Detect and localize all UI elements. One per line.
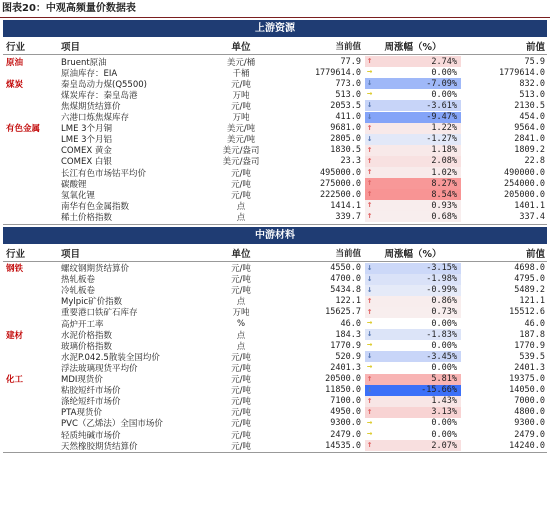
change-cell: [365, 56, 461, 67]
change-cell: [365, 362, 461, 373]
arrow-down-icon: ↓: [367, 329, 373, 340]
change-value: 0.73%: [431, 307, 457, 318]
prev-value: 22.8: [524, 156, 545, 167]
current-value: 4950.0: [330, 407, 361, 418]
item-name: 原油库存：EIA: [61, 68, 118, 79]
item-name: 焦煤期货结算价: [61, 101, 121, 112]
change-value: 5.81%: [431, 374, 457, 385]
header-prev: 前值: [525, 248, 545, 260]
change-cell: [365, 429, 461, 440]
arrow-up-icon: ↑: [367, 295, 373, 306]
item-name: 粘胶短纤市场价: [61, 386, 121, 397]
change-cell: [365, 374, 461, 385]
current-value: 20500.0: [325, 374, 361, 385]
prev-value: 19375.0: [509, 374, 545, 385]
table-row: [3, 156, 547, 167]
arrow-up-icon: ↑: [367, 306, 373, 317]
change-value: -7.09%: [426, 78, 457, 89]
unit-label: 点: [236, 330, 246, 341]
item-name: PTA现货价: [61, 408, 102, 419]
table-row: [3, 362, 547, 373]
change-value: -3.61%: [426, 100, 457, 111]
item-name: 涤纶短纤市场价: [61, 397, 121, 408]
change-value: 0.00%: [431, 429, 457, 440]
unit-label: 美元/吨: [226, 124, 256, 135]
table-row: [3, 351, 547, 362]
unit-label: 点: [236, 341, 246, 352]
change-value: 0.00%: [431, 418, 457, 429]
industry-label: 有色金属: [6, 124, 41, 135]
prev-value: 337.4: [519, 211, 545, 222]
unit-label: 元/吨: [231, 286, 251, 297]
unit-label: 元/吨: [231, 441, 251, 452]
arrow-down-icon: ↓: [367, 133, 373, 144]
table-row: [3, 211, 547, 222]
unit-label: 元/吨: [231, 397, 251, 408]
prev-value: 539.5: [519, 351, 545, 362]
current-value: 513.0: [335, 89, 361, 100]
unit-label: 元/吨: [231, 275, 251, 286]
table-row: [3, 374, 547, 385]
header-item: 项目: [61, 248, 81, 260]
item-name: 重要港口铁矿石库存: [61, 308, 138, 319]
industry-label: 化工: [6, 375, 24, 386]
prev-value: 4800.0: [514, 407, 545, 418]
current-value: 495000.0: [320, 167, 361, 178]
change-value: -0.99%: [426, 285, 457, 296]
current-value: 4700.0: [330, 274, 361, 285]
table-row: [3, 145, 547, 156]
item-name: 长江有色市场钴平均价: [61, 168, 147, 179]
change-value: 2.74%: [431, 56, 457, 67]
unit-label: 美元/盎司: [222, 146, 260, 157]
unit-label: 美元/桶: [226, 57, 256, 68]
industry-label: 原油: [6, 57, 24, 68]
table-row: [3, 274, 547, 285]
current-value: 11850.0: [325, 385, 361, 396]
arrow-right-icon: →: [367, 429, 373, 439]
change-value: 8.54%: [431, 189, 457, 200]
unit-label: 元/吨: [231, 419, 251, 430]
prev-value: 1779614.0: [498, 67, 545, 78]
table-row: [3, 429, 547, 440]
change-cell: [365, 274, 461, 285]
arrow-up-icon: ↑: [367, 155, 373, 166]
arrow-right-icon: →: [367, 67, 373, 78]
unit-label: 美元/盎司: [222, 157, 260, 168]
arrow-up-icon: ↑: [367, 211, 373, 222]
change-value: 0.00%: [431, 67, 457, 78]
change-cell: [365, 285, 461, 296]
change-cell: [365, 167, 461, 178]
arrow-right-icon: →: [367, 340, 373, 351]
change-cell: [365, 296, 461, 307]
item-name: 浮法玻璃现货平均价: [61, 363, 138, 374]
prev-value: 14050.0: [509, 385, 545, 396]
change-cell: [365, 440, 461, 451]
unit-label: 点: [236, 201, 246, 212]
arrow-up-icon: ↑: [367, 167, 373, 177]
table-row: [3, 134, 547, 145]
table-row: [3, 100, 547, 111]
change-value: -1.27%: [426, 134, 457, 145]
arrow-up-icon: ↑: [367, 122, 373, 133]
change-cell: [365, 112, 461, 123]
change-cell: [365, 340, 461, 351]
current-value: 520.9: [335, 351, 361, 362]
change-cell: [365, 318, 461, 329]
item-name: 玻璃价格指数: [61, 341, 113, 352]
prev-value: 2401.3: [514, 362, 545, 373]
arrow-up-icon: ↑: [367, 406, 373, 417]
item-name: 螺纹钢期货结算价: [61, 264, 130, 275]
header-current: 当前值: [335, 248, 361, 259]
change-value: -3.15%: [426, 263, 457, 274]
change-cell: [365, 100, 461, 111]
header-unit: 单位: [231, 248, 251, 260]
current-value: 4550.0: [330, 263, 361, 274]
unit-label: 元/吨: [231, 408, 251, 419]
prev-value: 454.0: [519, 112, 545, 123]
industry-label: 煤炭: [6, 79, 24, 90]
item-name: 煤炭库存：秦皇岛港: [61, 90, 138, 101]
change-cell: [365, 89, 461, 100]
prev-value: 15512.6: [509, 307, 545, 318]
change-value: 3.13%: [431, 407, 457, 418]
header-change: 周涨幅（%）: [384, 42, 442, 53]
arrow-up-icon: ↑: [367, 144, 373, 155]
item-name: 轻质纯碱市场价: [61, 430, 121, 441]
table-row: [3, 329, 547, 340]
item-name: 稀土价格指数: [61, 212, 113, 223]
unit-label: 万吨: [232, 308, 250, 319]
change-cell: [365, 178, 461, 189]
table-row: [3, 285, 547, 296]
arrow-down-icon: ↓: [367, 111, 373, 122]
prev-value: 254000.0: [504, 178, 545, 189]
current-value: 1830.5: [330, 145, 361, 156]
change-value: 0.00%: [431, 318, 457, 329]
table-row: [3, 296, 547, 307]
change-cell: [365, 418, 461, 429]
table-row: [3, 189, 547, 200]
prev-value: 1809.2: [514, 145, 545, 156]
current-value: 2401.3: [330, 362, 361, 373]
current-value: 5434.8: [330, 285, 361, 296]
current-value: 7100.0: [330, 396, 361, 407]
change-value: 2.08%: [431, 156, 457, 167]
current-value: 222500.0: [320, 189, 361, 200]
item-name: 水泥价格指数: [61, 330, 113, 341]
change-value: 0.00%: [431, 362, 457, 373]
unit-label: 万吨: [232, 90, 250, 101]
section-header: 上游资源: [3, 20, 547, 37]
prev-value: 2841.0: [514, 134, 545, 145]
item-name: 南华有色金属指数: [61, 201, 130, 212]
arrow-up-icon: ↑: [367, 178, 373, 189]
change-cell: [365, 134, 461, 145]
current-value: 2479.0: [330, 429, 361, 440]
unit-label: 元/吨: [231, 352, 251, 363]
item-name: 热轧板卷: [61, 275, 96, 286]
arrow-down-icon: ↓: [367, 384, 373, 395]
table-row: [3, 112, 547, 123]
current-value: 14535.0: [325, 440, 361, 451]
table-row: [3, 418, 547, 429]
unit-label: 元/吨: [231, 168, 251, 179]
item-name: 六港口炼焦煤库存: [61, 113, 130, 124]
current-value: 77.9: [340, 56, 361, 67]
change-value: 0.93%: [431, 200, 457, 211]
current-value: 2805.0: [330, 134, 361, 145]
unit-label: 元/吨: [231, 363, 251, 374]
change-cell: [365, 123, 461, 134]
prev-value: 490000.0: [504, 167, 545, 178]
table-row: [3, 67, 547, 78]
current-value: 9681.0: [330, 123, 361, 134]
change-value: 0.68%: [431, 211, 457, 222]
current-value: 23.3: [340, 156, 361, 167]
table-row: [3, 307, 547, 318]
current-value: 46.0: [340, 318, 361, 329]
change-value: 0.86%: [431, 296, 457, 307]
arrow-down-icon: ↓: [367, 262, 373, 273]
header-industry: 行业: [6, 42, 26, 53]
prev-value: 2130.5: [514, 100, 545, 111]
unit-label: %: [236, 318, 246, 329]
arrow-down-icon: ↓: [367, 284, 373, 295]
item-name: 秦皇岛动力煤(Q5500): [61, 79, 147, 90]
change-cell: [365, 78, 461, 89]
change-cell: [365, 145, 461, 156]
prev-value: 1770.9: [514, 340, 545, 351]
change-value: -3.45%: [426, 351, 457, 362]
change-value: 1.22%: [431, 123, 457, 134]
item-name: 氢氧化锂: [61, 190, 96, 201]
item-name: 冷轧板卷: [61, 286, 96, 297]
current-value: 9300.0: [330, 418, 361, 429]
unit-label: 千桶: [232, 68, 250, 79]
prev-value: 513.0: [519, 89, 545, 100]
table-row: [3, 440, 547, 451]
unit-label: 点: [236, 212, 246, 223]
table-row: [3, 340, 547, 351]
item-name: 碳酸锂: [61, 179, 87, 190]
table-row: [3, 263, 547, 274]
change-cell: [365, 396, 461, 407]
arrow-up-icon: ↑: [367, 395, 373, 406]
prev-value: 2479.0: [514, 429, 545, 440]
table-row: [3, 123, 547, 134]
table-row: [3, 178, 547, 189]
change-cell: [365, 156, 461, 167]
item-name: PVC（乙烯法）全国市场价: [61, 419, 163, 430]
arrow-up-icon: ↑: [367, 373, 373, 384]
prev-value: 187.8: [519, 329, 545, 340]
item-name: 天然橡胶期货结算价: [61, 441, 138, 452]
column-header-row: [3, 245, 547, 262]
current-value: 275000.0: [320, 178, 361, 189]
unit-label: 美元/吨: [226, 135, 256, 146]
change-value: 1.18%: [431, 145, 457, 156]
arrow-down-icon: ↓: [367, 100, 373, 111]
arrow-right-icon: →: [367, 417, 373, 428]
arrow-down-icon: ↓: [367, 78, 373, 89]
change-cell: [365, 263, 461, 274]
unit-label: 元/吨: [231, 79, 251, 90]
change-value: 1.43%: [431, 396, 457, 407]
arrow-up-icon: ↑: [367, 440, 373, 451]
change-cell: [365, 67, 461, 78]
table-row: [3, 167, 547, 178]
change-cell: [365, 407, 461, 418]
current-value: 1770.9: [330, 340, 361, 351]
change-cell: [365, 189, 461, 200]
change-cell: [365, 385, 461, 396]
section-divider: [3, 452, 547, 453]
unit-label: 元/吨: [231, 179, 251, 190]
change-cell: [365, 200, 461, 211]
current-value: 773.0: [335, 78, 361, 89]
change-cell: [365, 307, 461, 318]
change-value: -1.83%: [426, 329, 457, 340]
current-value: 411.0: [335, 112, 361, 123]
item-name: COMEX 白银: [61, 157, 112, 168]
item-name: Mylpic矿价指数: [61, 297, 123, 308]
change-value: 2.07%: [431, 440, 457, 451]
current-value: 1779614.0: [314, 67, 361, 78]
prev-value: 4698.0: [514, 263, 545, 274]
unit-label: 元/吨: [231, 430, 251, 441]
change-value: -1.98%: [426, 274, 457, 285]
table-row: [3, 78, 547, 89]
table-row: [3, 56, 547, 67]
header-industry: 行业: [6, 248, 26, 260]
change-value: -15.66%: [421, 385, 457, 396]
section-header: 中游材料: [3, 227, 547, 244]
prev-value: 5489.2: [514, 285, 545, 296]
arrow-right-icon: →: [367, 362, 373, 373]
table-row: [3, 318, 547, 329]
change-cell: [365, 329, 461, 340]
table-row: [3, 200, 547, 211]
header-unit: 单位: [231, 42, 251, 53]
current-value: 1414.1: [330, 200, 361, 211]
item-name: COMEX 黄金: [61, 146, 112, 157]
prev-value: 1401.1: [514, 200, 545, 211]
change-value: 0.00%: [431, 340, 457, 351]
prev-value: 7000.0: [514, 396, 545, 407]
change-value: -9.47%: [426, 112, 457, 123]
current-value: 2053.5: [330, 100, 361, 111]
unit-label: 元/吨: [231, 375, 251, 386]
header-current: 当前值: [335, 42, 361, 52]
table-row: [3, 385, 547, 396]
prev-value: 14240.0: [509, 440, 545, 451]
header-prev: 前值: [525, 42, 545, 53]
unit-label: 元/吨: [231, 101, 251, 112]
item-name: LME 3个月铝: [61, 135, 113, 146]
unit-label: 万吨: [232, 113, 250, 124]
unit-label: 元/吨: [231, 386, 251, 397]
arrow-up-icon: ↑: [367, 189, 373, 200]
change-value: 0.00%: [431, 89, 457, 100]
industry-label: 钢铁: [6, 264, 24, 275]
arrow-up-icon: ↑: [367, 56, 373, 66]
current-value: 184.3: [335, 329, 361, 340]
arrow-up-icon: ↑: [367, 200, 373, 211]
unit-label: 元/吨: [231, 190, 251, 201]
item-name: LME 3个月铜: [61, 124, 113, 135]
header-item: 项目: [61, 42, 81, 53]
item-name: 高炉开工率: [61, 319, 104, 330]
change-value: 8.27%: [431, 178, 457, 189]
column-header-row: [3, 38, 547, 55]
change-cell: [365, 351, 461, 362]
header-change: 周涨幅（%）: [384, 248, 442, 260]
prev-value: 9564.0: [514, 123, 545, 134]
prev-value: 4795.0: [514, 274, 545, 285]
prev-value: 9300.0: [514, 418, 545, 429]
prev-value: 205000.0: [504, 189, 545, 200]
current-value: 15625.7: [325, 307, 361, 318]
unit-label: 点: [236, 297, 246, 308]
prev-value: 832.0: [519, 78, 545, 89]
figure-title: 图表20：中观高频量价数据表: [0, 0, 550, 18]
arrow-down-icon: ↓: [367, 273, 373, 284]
change-value: 1.02%: [431, 167, 457, 178]
arrow-right-icon: →: [367, 318, 373, 328]
current-value: 339.7: [335, 211, 361, 222]
prev-value: 46.0: [524, 318, 545, 329]
industry-label: 建材: [6, 330, 24, 341]
table-row: [3, 396, 547, 407]
table-row: [3, 89, 547, 100]
table-row: [3, 407, 547, 418]
section-divider: [3, 224, 547, 225]
prev-value: 121.1: [519, 296, 545, 307]
arrow-down-icon: ↓: [367, 351, 373, 362]
item-name: MDI现货价: [61, 375, 103, 386]
item-name: 水泥P.042.5散装全国均价: [61, 352, 160, 363]
current-value: 122.1: [335, 296, 361, 307]
item-name: Bruent原油: [61, 57, 107, 68]
arrow-right-icon: →: [367, 89, 373, 100]
unit-label: 元/吨: [231, 264, 251, 275]
change-cell: [365, 211, 461, 222]
prev-value: 75.9: [524, 56, 545, 67]
